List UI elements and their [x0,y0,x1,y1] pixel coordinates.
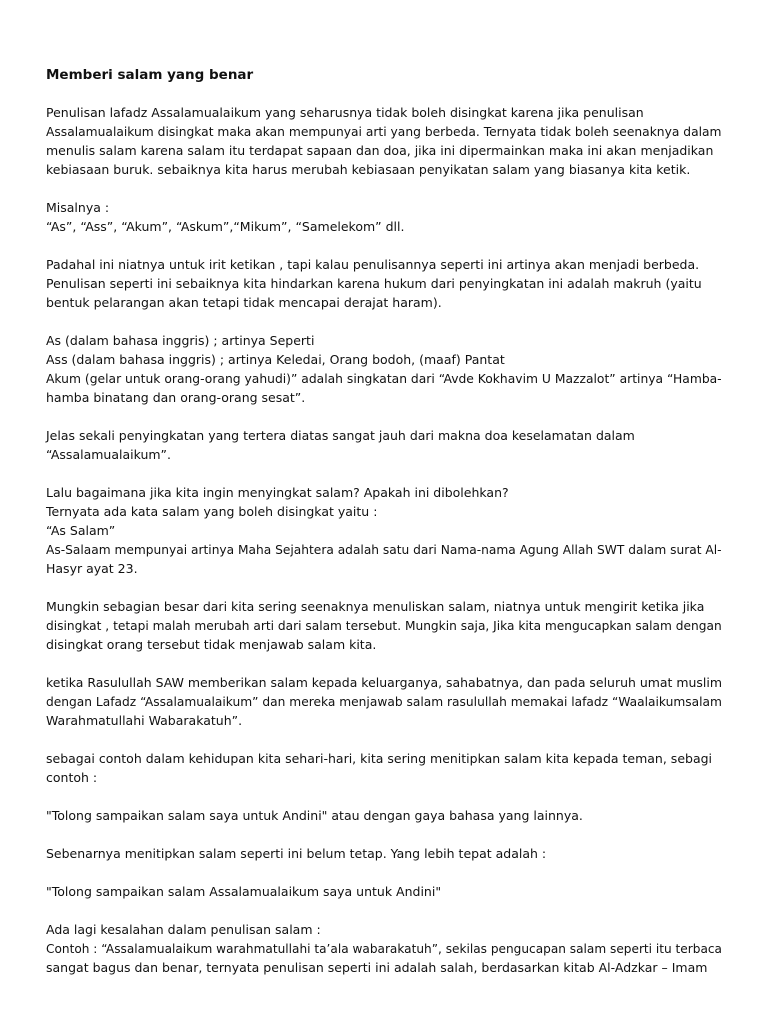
text-line: Ass (dalam bahasa inggris) ; artinya Keledai, Orang bodoh, (maaf) Pantat [46,352,505,367]
document-body [46,103,722,977]
paragraph [46,198,722,236]
text-line: disingkat orang tersebut tidak menjawab salam kita. [46,637,377,652]
text-line: dengan Lafadz “Assalamualaikum” dan mereka menjawab salam rasulullah memakai lafadz “Waalaikumsalam [46,694,722,709]
paragraph [46,103,722,179]
text-line: Mungkin sebagian besar dari kita sering seenaknya menuliskan salam, niatnya untuk mengirit ketika jika [46,599,705,614]
paragraph [46,597,722,654]
paragraph [46,920,722,977]
text-line: sangat bagus dan benar, ternyata penulisan seperti ini adalah salah, berdasarkan kitab Al-Adzkar – Imam [46,960,708,975]
text-line: ketika Rasulullah SAW memberikan salam kepada keluarganya, sahabatnya, dan pada seluruh umat muslim [46,675,722,690]
text-line: "Tolong sampaikan salam saya untuk Andini" atau dengan gaya bahasa yang lainnya. [46,808,583,823]
text-line: Misalnya : [46,200,110,215]
text-line: Ada lagi kesalahan dalam penulisan salam : [46,922,321,937]
text-line: Warahmatullahi Wabarakatuh”. [46,713,243,728]
text-line: Contoh : “Assalamualaikum warahmatullahi ta’ala wabarakatuh”, sekilas pengucapan salam seperti itu terbaca [46,941,722,956]
text-line: Jelas sekali penyingkatan yang tertera diatas sangat jauh dari makna doa keselamatan dalam [46,428,635,443]
text-line: As (dalam bahasa inggris) ; artinya Seperti [46,333,315,348]
text-line: Akum (gelar untuk orang-orang yahudi)” adalah singkatan dari “Avde Kokhavim U Mazzalot” artinya “Hamba- [46,371,722,386]
text-line: Ternyata ada kata salam yang boleh disingkat yaitu : [46,504,378,519]
text-line: “As”, “Ass”, “Akum”, “Askum”,“Mikum”, “Samelekom” dll. [46,219,405,234]
text-line: Penulisan lafadz Assalamualaikum yang seharusnya tidak boleh disingkat karena jika penulisan [46,105,644,120]
paragraph [46,749,722,787]
paragraph [46,255,722,312]
text-line: Sebenarnya menitipkan salam seperti ini belum tetap. Yang lebih tepat adalah : [46,846,547,861]
text-line: disingkat , tetapi malah merubah arti dari salam tersebut. Mungkin saja, Jika kita mengucapkan salam dengan [46,618,722,633]
text-line: Hasyr ayat 23. [46,561,138,576]
paragraph [46,331,722,407]
text-line: bentuk pelarangan akan tetapi tidak mencapai derajat haram). [46,295,442,310]
text-line: “As Salam” [46,523,116,538]
text-line: Padahal ini niatnya untuk irit ketikan , tapi kalau penulisannya seperti ini artinya akan menjadi berbeda. [46,257,700,272]
text-line: Lalu bagaimana jika kita ingin menyingkat salam? Apakah ini dibolehkan? [46,485,509,500]
paragraph [46,844,722,863]
text-line: “Assalamualaikum”. [46,447,171,462]
text-line: Penulisan seperti ini sebaiknya kita hindarkan karena hukum dari penyingkatan ini adalah makruh (yaitu [46,276,702,291]
paragraph [46,426,722,464]
text-line: As-Salaam mempunyai artinya Maha Sejahtera adalah satu dari Nama-nama Agung Allah SWT dalam surat Al- [46,542,722,557]
text-line: "Tolong sampaikan salam Assalamualaikum saya untuk Andini" [46,884,442,899]
paragraph [46,882,722,901]
paragraph [46,483,722,578]
document-title: Memberi salam yang benar [46,67,254,83]
text-line: contoh : [46,770,98,785]
text-line: sebagai contoh dalam kehidupan kita sehari-hari, kita sering menitipkan salam kita kepada teman, sebagi [46,751,713,766]
text-line: kebiasaan buruk. sebaiknya kita harus merubah kebiasaan penyikatan salam yang biasanya kita ketik. [46,162,691,177]
paragraph [46,806,722,825]
paragraph [46,673,722,730]
text-line: hamba binatang dan orang-orang sesat”. [46,390,306,405]
text-line: menulis salam karena salam itu terdapat sapaan dan doa, jika ini dipermainkan maka ini akan menjadikan [46,143,714,158]
text-line: Assalamualaikum disingkat maka akan mempunyai arti yang berbeda. Ternyata tidak boleh seenaknya dalam [46,124,722,139]
document-page [46,66,722,996]
